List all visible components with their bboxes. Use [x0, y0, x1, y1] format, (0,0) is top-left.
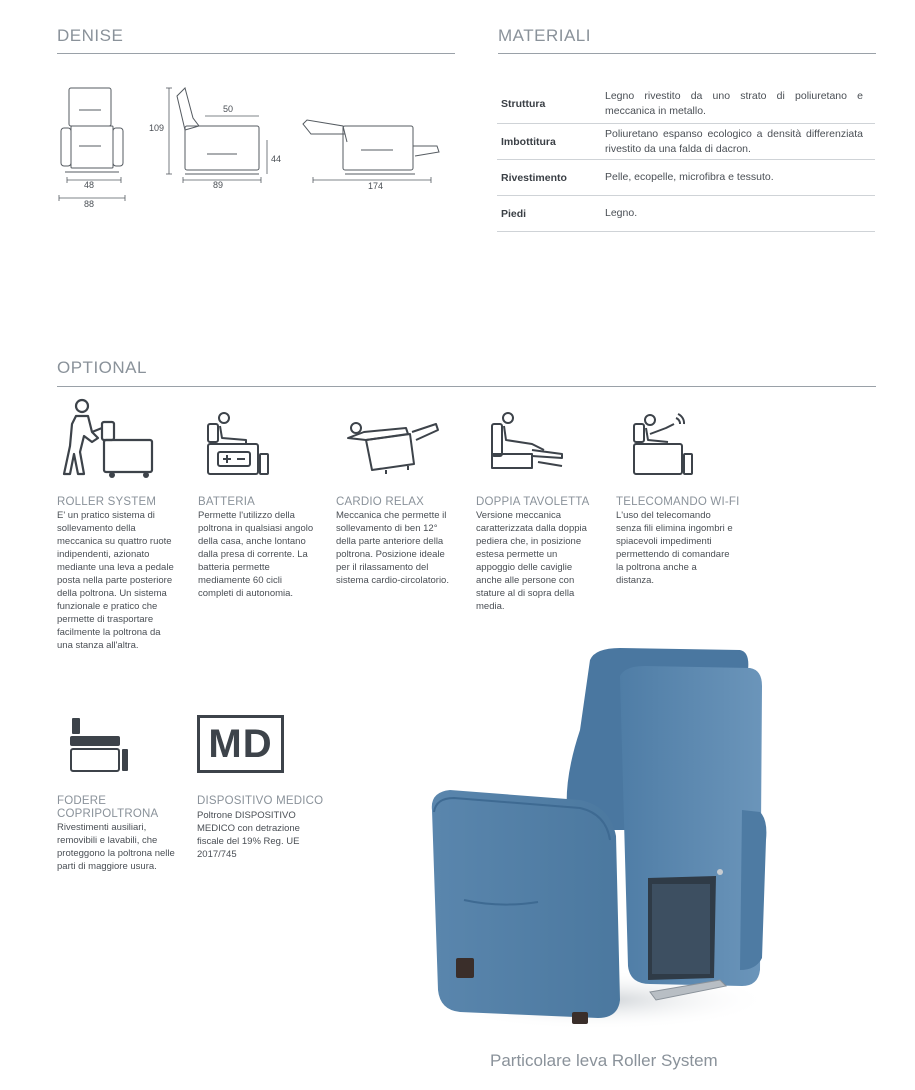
materials-table	[497, 84, 875, 232]
materials-key: Piedi	[501, 207, 527, 220]
optional-title-wifi-remote: TELECOMANDO WI-FI	[616, 496, 740, 508]
optional-desc-medical-device: Poltrone DISPOSITIVO MEDICO con detrazione fiscale del 19% Reg. UE 2017/745	[197, 810, 300, 860]
materials-row	[497, 124, 875, 160]
optional-desc-wifi-remote: L'uso del telecomando senza fili elimina ingombri e spiacevoli impedimenti permettendo di comandare la poltrona anche a distanza.	[616, 510, 733, 586]
dim-44-label: 44	[271, 154, 282, 164]
optional-desc-cardio-relax: Meccanica che permette il sollevamento di ben 12° della parte anteriore della poltrona. Posizione ideale per il rilassamento del sistema cardio-circolatorio.	[336, 510, 449, 586]
medical-device-icon	[197, 715, 284, 773]
optional-desc-double-footrest: Versione meccanica caratterizzata dalla doppia pediera che, in posizione estesa permette un appoggio delle caviglie anche alle persone con stature al di sopra della media.	[476, 510, 587, 612]
dim-174-label: 174	[368, 181, 384, 191]
model-title-rule	[57, 53, 455, 54]
dim-48-label: 48	[84, 180, 95, 190]
double-footrest-icon	[488, 410, 566, 474]
optional-title-cardio-relax: CARDIO RELAX	[336, 496, 425, 508]
optional-desc-battery: Permette l'utilizzo della poltrona in qualsiasi angolo della casa, anche lontano dalla presa di corrente. La batteria permette mediamente 60 cicli completi di autonomia.	[198, 510, 314, 599]
dim-89-label: 89	[213, 180, 224, 190]
optional-title-rule	[57, 386, 876, 387]
materials-value: Pelle, ecopelle, microfibra e tessuto.	[605, 171, 774, 184]
dim-50-label: 50	[223, 104, 234, 114]
materials-value: Legno rivestito da uno strato di poliuretano e meccanica in metallo.	[605, 90, 863, 117]
product-photo-armchair	[420, 640, 780, 1040]
materials-row	[497, 84, 875, 124]
chair-right-arm	[740, 810, 766, 970]
optional-title-chair-cover: FODERE COPRIPOLTRONA	[57, 795, 159, 820]
materials-key: Rivestimento	[501, 171, 567, 184]
optional-desc-chair-cover: Rivestimenti ausiliari, removibili e lavabili, che proteggono la poltrona nelle parti di maggiore usura.	[57, 822, 175, 872]
front-view-drawing	[61, 88, 123, 172]
materials-row	[497, 160, 875, 196]
chair-cover-icon	[68, 716, 130, 774]
side-view-drawing	[177, 88, 259, 174]
materials-title: MATERIALI	[498, 26, 591, 45]
optional-title-double-footrest: DOPPIA TAVOLETTA	[476, 496, 590, 508]
optional-title-roller-system: ROLLER SYSTEM	[57, 496, 157, 508]
photo-caption: Particolare leva Roller System	[490, 1051, 718, 1070]
dim-88-label: 88	[84, 199, 95, 209]
materials-key: Imbottitura	[501, 135, 556, 148]
cardio-relax-icon	[346, 416, 442, 474]
reclined-view-drawing	[303, 120, 439, 174]
materials-row	[497, 196, 875, 232]
materials-value: Poliuretano espanso ecologico a densità differenziata rivestito da una falda di dacron.	[605, 128, 863, 155]
materials-value: Legno.	[605, 207, 638, 220]
battery-icon	[206, 410, 272, 480]
dim-109-label: 109	[149, 123, 165, 133]
optional-title-medical-device: DISPOSITIVO MEDICO	[197, 795, 324, 807]
materials-title-rule	[498, 53, 876, 54]
dimension-drawings	[55, 80, 475, 210]
wifi-remote-icon	[630, 410, 696, 478]
materials-key: Struttura	[501, 97, 546, 110]
model-title: DENISE	[57, 26, 124, 45]
roller-system-icon	[58, 396, 158, 480]
optional-title-battery: BATTERIA	[198, 496, 255, 508]
medical-device-badge: MD	[208, 721, 273, 766]
optional-desc-roller-system: E' un pratico sistema di sollevamento della meccanica su quattro ruote indipendenti, azionato mediante una leva a pedale posta nella parte posteriore della poltrona. Un sistema funzionale e pratico che permette di trasportare facilmente la poltrona da una stanza all'altra.	[57, 510, 174, 651]
optional-title: OPTIONAL	[57, 358, 147, 377]
